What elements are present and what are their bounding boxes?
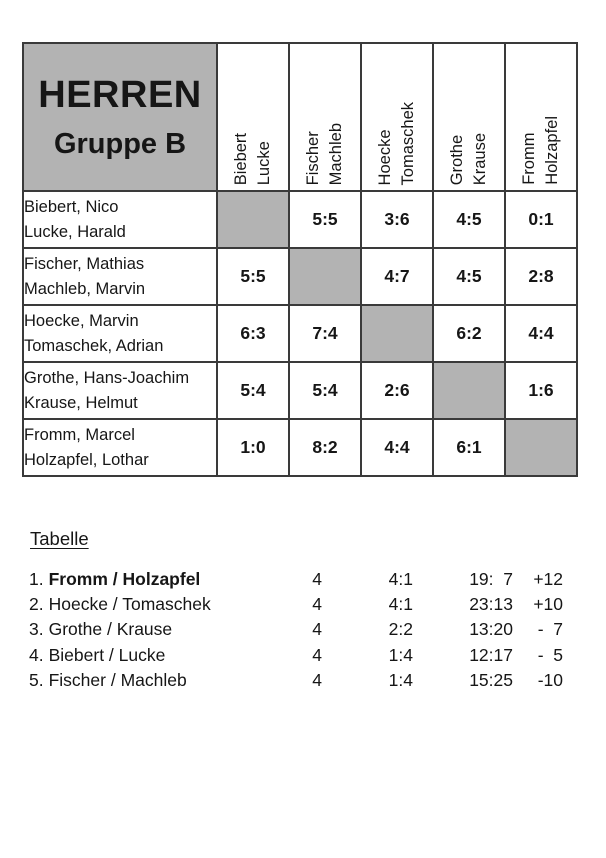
diagonal-cell — [217, 191, 289, 248]
score-cell: 2:8 — [505, 248, 577, 305]
win-loss: 1:4 — [388, 644, 413, 665]
points-for-against: 15:25 — [469, 669, 513, 690]
rank-number: 4. — [29, 644, 44, 665]
rotated-header-label — [302, 123, 348, 185]
standings-title: Tabelle — [30, 528, 89, 549]
player-1: Biebert, Nico — [24, 197, 119, 216]
table-row-hoecke-tomaschek — [23, 305, 577, 362]
rotated-header-label — [374, 102, 420, 185]
score-cell: 2:6 — [361, 362, 433, 419]
header-name-1: Hoecke — [376, 129, 394, 185]
player-2: Lucke, Harald — [24, 222, 126, 241]
team-name-cell — [23, 305, 217, 362]
rank-number: 2. — [29, 594, 44, 615]
score-cell: 0:1 — [505, 191, 577, 248]
player-1: Grothe, Hans-Joachim — [24, 368, 190, 387]
header-name-1: Grothe — [448, 134, 466, 185]
header-name-1: Biebert — [232, 132, 250, 185]
win-loss: 2:2 — [388, 619, 413, 640]
column-header-fischer-machleb — [289, 43, 361, 191]
win-loss: 1:4 — [388, 669, 413, 690]
games-count: 4 — [312, 644, 322, 665]
crosstable-header-row — [23, 43, 577, 191]
header-name-2: Lucke — [255, 140, 273, 185]
header-name-2: Machleb — [327, 122, 345, 185]
games-count: 4 — [312, 594, 322, 615]
column-header-hoecke-tomaschek — [361, 43, 433, 191]
rotated-header-label — [230, 133, 276, 185]
standings-row-3 — [29, 617, 563, 642]
team-name-cell — [23, 419, 217, 476]
group-subtitle: Gruppe B — [53, 127, 187, 160]
player-1: Fromm, Marcel — [24, 425, 135, 444]
player-1: Fischer, Mathias — [24, 254, 145, 273]
player-2: Machleb, Marvin — [24, 279, 146, 298]
rank-number: 5. — [29, 669, 44, 690]
score-cell: 6:1 — [433, 419, 505, 476]
win-loss: 4:1 — [388, 569, 413, 589]
column-header-fromm-holzapfel — [505, 43, 577, 191]
points-difference: -10 — [537, 669, 563, 690]
games-count: 4 — [312, 569, 322, 589]
rotated-header-label — [518, 116, 564, 185]
crosstable — [22, 42, 578, 477]
table-row-fischer-machleb — [23, 248, 577, 305]
score-cell: 5:5 — [217, 248, 289, 305]
points-for-against: 12:17 — [469, 644, 513, 665]
score-cell: 1:6 — [505, 362, 577, 419]
player-2: Holzapfel, Lothar — [24, 450, 149, 469]
team-name: Fischer / Machleb — [48, 669, 187, 690]
score-cell: 4:5 — [433, 191, 505, 248]
team-name-cell — [23, 362, 217, 419]
points-difference: - 7 — [537, 619, 563, 640]
column-header-biebert-lucke — [217, 43, 289, 191]
diagonal-cell — [433, 362, 505, 419]
team-label — [29, 643, 292, 668]
team-name: Grothe / Krause — [48, 619, 173, 640]
score-cell: 4:4 — [505, 305, 577, 362]
win-loss: 4:1 — [388, 594, 413, 615]
points-difference: - 5 — [537, 644, 563, 665]
player-1: Hoecke, Marvin — [24, 311, 139, 330]
standings-row-1 — [29, 567, 563, 592]
standings-row-4 — [29, 643, 563, 668]
table-row-biebert-lucke — [23, 191, 577, 248]
diagonal-cell — [361, 305, 433, 362]
rotated-header-label — [446, 133, 492, 185]
team-name: Hoecke / Tomaschek — [48, 594, 211, 615]
score-cell: 1:0 — [217, 419, 289, 476]
score-cell: 4:5 — [433, 248, 505, 305]
team-name-cell — [23, 248, 217, 305]
points-for-against: 19: 7 — [469, 569, 513, 589]
score-cell: 3:6 — [361, 191, 433, 248]
header-name-2: Krause — [471, 132, 489, 185]
rank-number: 3. — [29, 619, 44, 640]
points-difference: +12 — [533, 569, 563, 589]
points-for-against: 23:13 — [469, 594, 513, 615]
player-2: Krause, Helmut — [24, 393, 138, 412]
team-label — [29, 567, 292, 592]
score-cell: 6:2 — [433, 305, 505, 362]
team-label — [29, 617, 292, 642]
standings-row-2 — [29, 592, 563, 617]
score-cell: 6:3 — [217, 305, 289, 362]
team-label — [29, 668, 292, 693]
score-cell: 5:4 — [289, 362, 361, 419]
standings-row-5 — [29, 668, 563, 693]
team-label — [29, 592, 292, 617]
column-header-grothe-krause — [433, 43, 505, 191]
score-cell: 7:4 — [289, 305, 361, 362]
table-row-fromm-holzapfel — [23, 419, 577, 476]
team-name-cell — [23, 191, 217, 248]
standings-section — [29, 528, 563, 693]
header-name-2: Tomaschek — [399, 101, 417, 185]
score-cell: 5:5 — [289, 191, 361, 248]
games-count: 4 — [312, 619, 322, 640]
diagonal-cell — [505, 419, 577, 476]
games-count: 4 — [312, 669, 322, 690]
diagonal-cell — [289, 248, 361, 305]
score-cell: 4:4 — [361, 419, 433, 476]
header-name-1: Fromm — [520, 132, 538, 185]
score-cell: 5:4 — [217, 362, 289, 419]
table-row-grothe-krause — [23, 362, 577, 419]
group-title-cell — [23, 43, 217, 191]
score-cell: 4:7 — [361, 248, 433, 305]
team-name: Biebert / Lucke — [48, 644, 166, 665]
rank-number: 1. — [29, 569, 44, 589]
header-name-1: Fischer — [304, 130, 322, 185]
points-for-against: 13:20 — [469, 619, 513, 640]
points-difference: +10 — [533, 594, 563, 615]
team-name: Fromm / Holzapfel — [48, 569, 201, 589]
header-name-2: Holzapfel — [543, 116, 561, 185]
player-2: Tomaschek, Adrian — [24, 336, 164, 355]
score-cell: 8:2 — [289, 419, 361, 476]
group-title: HERREN — [38, 73, 202, 116]
